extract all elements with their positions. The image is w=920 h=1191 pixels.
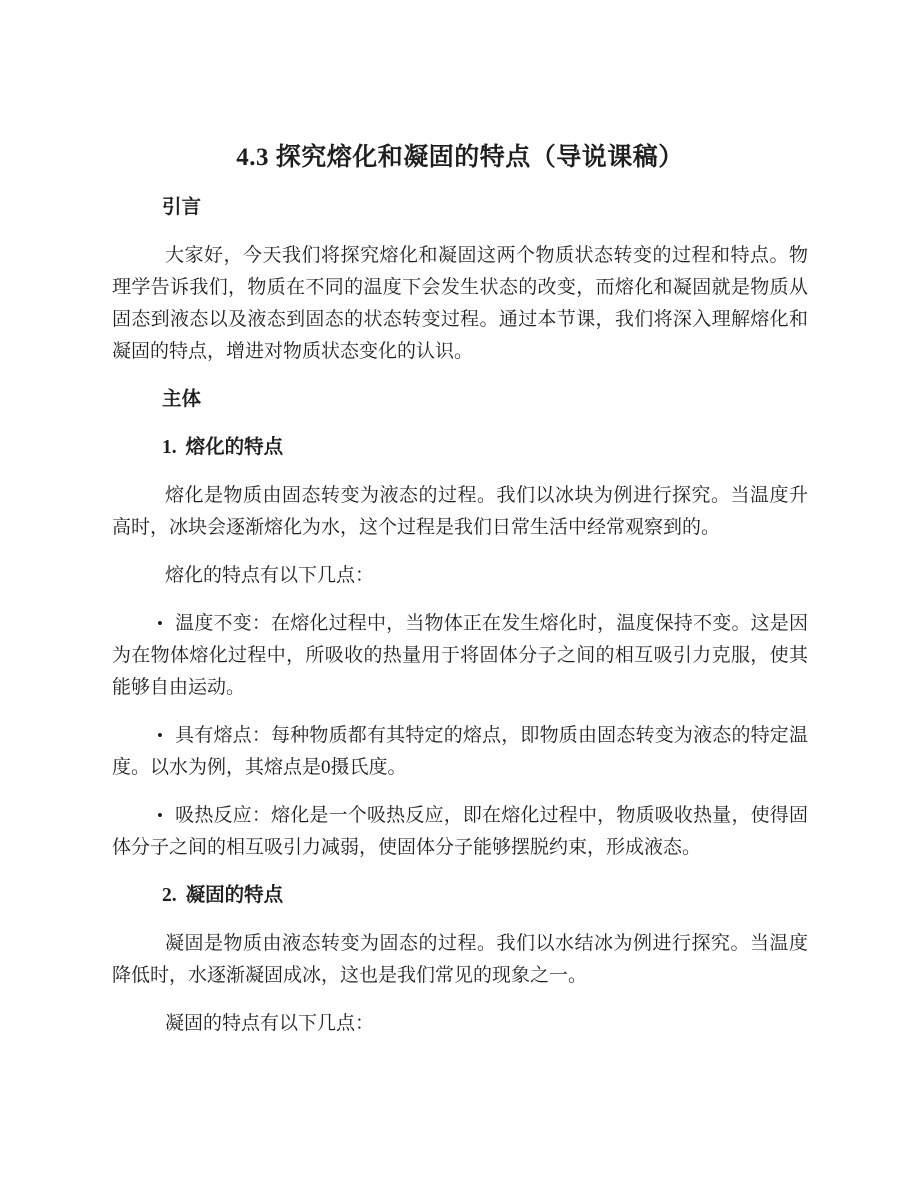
bullet-icon: • xyxy=(157,614,163,633)
freezing-section-heading xyxy=(112,880,808,912)
body-heading: 主体 xyxy=(162,389,202,410)
freezing-lead-paragraph: 凝固是物质由液态转变为固态的过程。我们以水结冰为例进行探究。当温度降低时，水逐渐凝固成冰，这也是我们常见的现象之一。 xyxy=(112,933,808,986)
melting-bullet-endothermic xyxy=(112,800,808,864)
intro-paragraph: 大家好，今天我们将探究熔化和凝固这两个物质状态转变的过程和特点。物理学告诉我们，物质在不同的温度下会发生状态的改变，而熔化和凝固就是物质从固态到液态以及液态到固态的状态转变过程。通过本节课，我们将深入理解熔化和凝固的特点，增进对物质状态变化的认识。 xyxy=(112,245,808,362)
melting-bullet-melting-point xyxy=(112,720,808,784)
freezing-list-intro: 凝固的特点有以下几点： xyxy=(165,1013,375,1034)
melting-section-number: 1. xyxy=(162,437,177,458)
freezing-section-number: 2. xyxy=(162,885,177,906)
melting-section-title: 熔化的特点 xyxy=(185,437,284,458)
document-title: 4.3 探究熔化和凝固的特点（导说课稿） xyxy=(236,144,684,171)
melting-list-intro: 熔化的特点有以下几点： xyxy=(165,565,375,586)
bullet-icon: • xyxy=(157,806,163,825)
melting-bullet-melting-point-text: 具有熔点：每种物质都有其特定的熔点，即物质由固态转变为液态的特定温度。以水为例，其熔点是0摄氏度。 xyxy=(112,725,808,778)
melting-bullet-temperature-text: 温度不变：在熔化过程中，当物体正在发生熔化时，温度保持不变。这是因为在物体熔化过程中，所吸收的热量用于将固体分子之间的相互吸引力克服，使其能够自由运动。 xyxy=(112,613,808,698)
melting-bullet-endothermic-text: 吸热反应：熔化是一个吸热反应，即在熔化过程中，物质吸收热量，使得固体分子之间的相互吸引力减弱，使固体分子能够摆脱约束，形成液态。 xyxy=(112,805,808,858)
melting-bullet-temperature xyxy=(112,608,808,704)
melting-lead-paragraph: 熔化是物质由固态转变为液态的过程。我们以冰块为例进行探究。当温度升高时，冰块会逐渐熔化为水，这个过程是我们日常生活中经常观察到的。 xyxy=(112,485,808,538)
intro-heading: 引言 xyxy=(162,197,202,218)
bullet-icon: • xyxy=(157,726,163,745)
melting-section-heading xyxy=(112,432,808,464)
freezing-section-title: 凝固的特点 xyxy=(185,885,284,906)
